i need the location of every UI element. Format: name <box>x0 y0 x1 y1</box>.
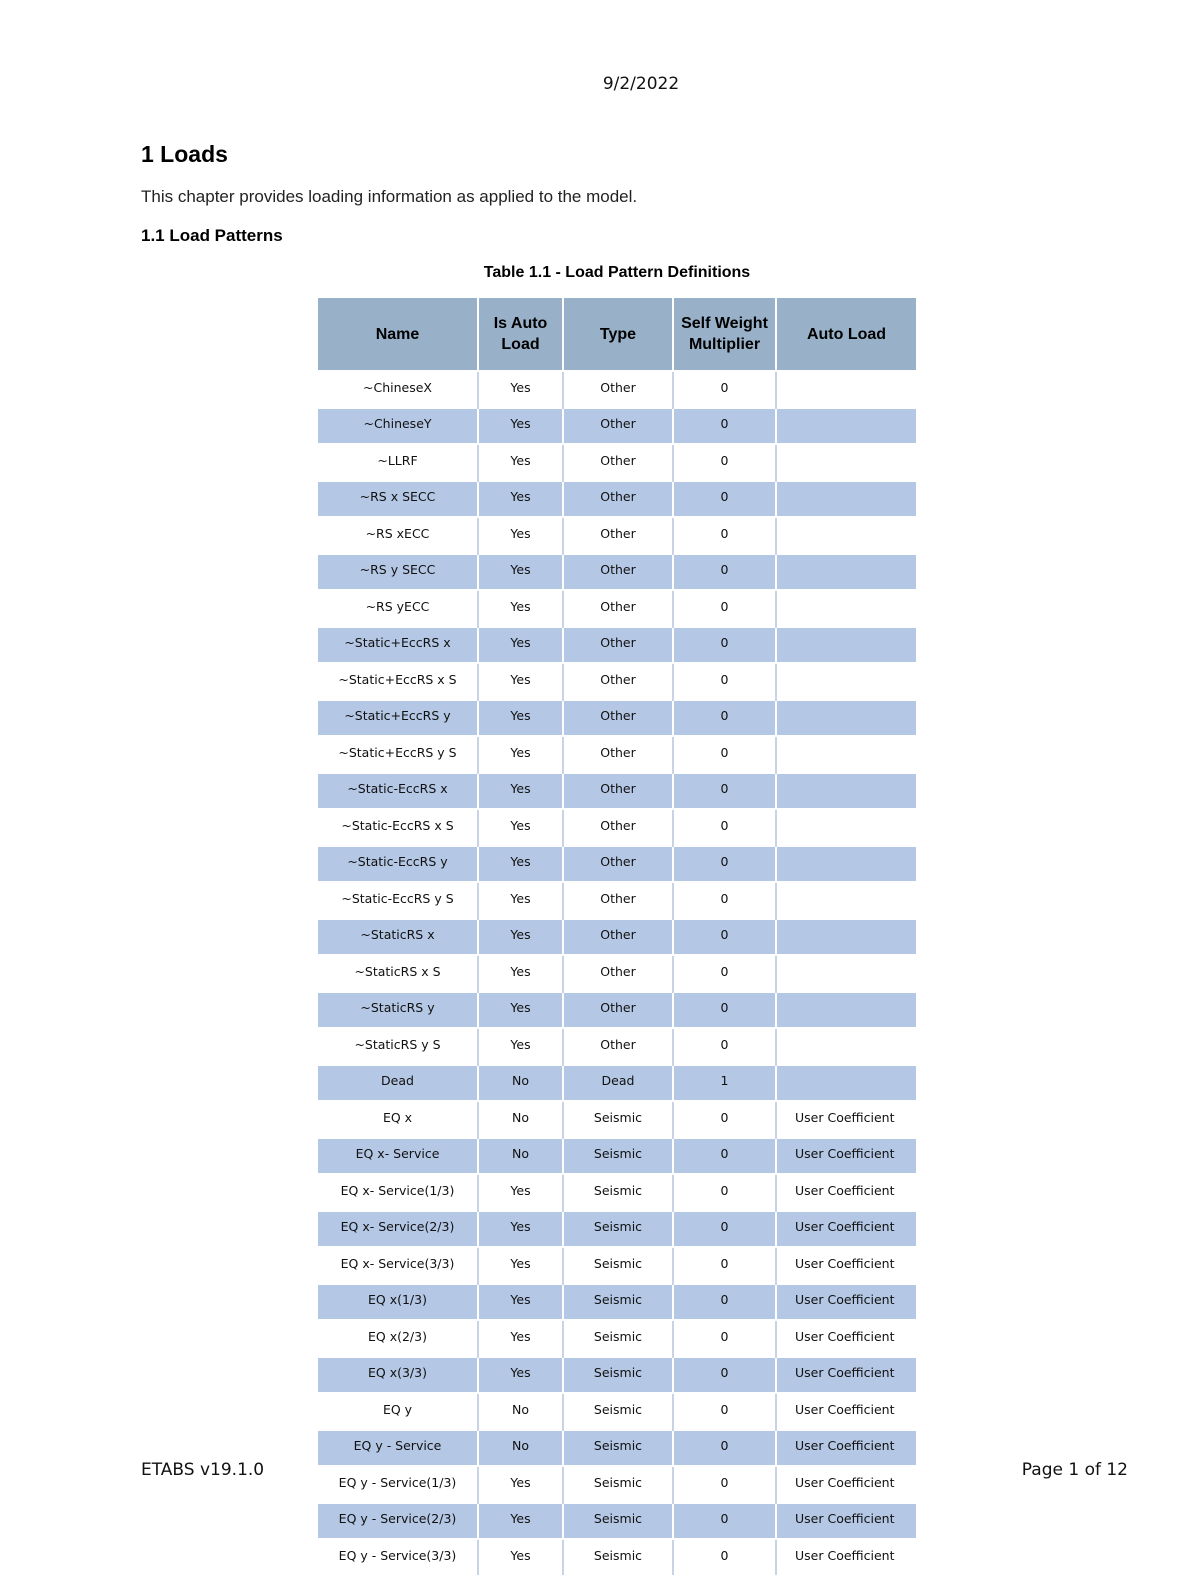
column-header-self-weight-multiplier <box>673 298 776 371</box>
name-cell: ~RS x SECC <box>318 481 478 518</box>
is-auto-load-cell: Yes <box>478 882 563 919</box>
name-cell: EQ x- Service(3/3) <box>318 1247 478 1284</box>
type-cell: Other <box>563 663 673 700</box>
type-cell: Seismic <box>563 1466 673 1503</box>
auto-load-cell: User Coefficient <box>776 1101 916 1138</box>
table-row <box>318 700 916 737</box>
is-auto-load-cell: Yes <box>478 1174 563 1211</box>
type-cell: Other <box>563 444 673 481</box>
self-weight-multiplier-cell: 0 <box>673 992 776 1029</box>
table-row <box>318 1503 916 1540</box>
type-cell: Other <box>563 481 673 518</box>
is-auto-load-cell: Yes <box>478 736 563 773</box>
table-row <box>318 1028 916 1065</box>
auto-load-cell: User Coefficient <box>776 1430 916 1467</box>
name-cell: ~StaticRS x S <box>318 955 478 992</box>
auto-load-cell: User Coefficient <box>776 1503 916 1540</box>
self-weight-multiplier-cell: 0 <box>673 1028 776 1065</box>
self-weight-multiplier-cell: 0 <box>673 1539 776 1575</box>
column-header-is-auto-load-text: Is Auto Load <box>493 315 548 353</box>
is-auto-load-cell: Yes <box>478 663 563 700</box>
footer-page-number: Page 1 of 12 <box>1021 1460 1128 1480</box>
name-cell: ~Static-EccRS y <box>318 846 478 883</box>
auto-load-cell <box>776 700 916 737</box>
is-auto-load-cell: Yes <box>478 627 563 664</box>
auto-load-cell: User Coefficient <box>776 1539 916 1575</box>
table-row <box>318 1211 916 1248</box>
self-weight-multiplier-cell: 0 <box>673 1284 776 1321</box>
name-cell: ~Static-EccRS x <box>318 773 478 810</box>
type-cell: Other <box>563 809 673 846</box>
auto-load-cell <box>776 955 916 992</box>
auto-load-cell: User Coefficient <box>776 1138 916 1175</box>
table-row <box>318 809 916 846</box>
name-cell: EQ x- Service(1/3) <box>318 1174 478 1211</box>
name-cell: EQ x(3/3) <box>318 1357 478 1394</box>
type-cell: Other <box>563 1028 673 1065</box>
section-intro: This chapter provides loading information as applied to the model. <box>141 187 638 206</box>
type-cell: Other <box>563 517 673 554</box>
table-row <box>318 371 916 408</box>
table-row <box>318 1539 916 1575</box>
self-weight-multiplier-cell: 0 <box>673 919 776 956</box>
type-cell: Seismic <box>563 1357 673 1394</box>
table-row <box>318 1174 916 1211</box>
self-weight-multiplier-cell: 0 <box>673 846 776 883</box>
self-weight-multiplier-cell: 0 <box>673 371 776 408</box>
type-cell: Other <box>563 408 673 445</box>
is-auto-load-cell: No <box>478 1393 563 1430</box>
load-pattern-table <box>318 298 916 1575</box>
auto-load-cell <box>776 408 916 445</box>
is-auto-load-cell: Yes <box>478 1466 563 1503</box>
column-header-auto-load: Auto Load <box>776 298 916 371</box>
type-cell: Seismic <box>563 1101 673 1138</box>
name-cell: EQ x(2/3) <box>318 1320 478 1357</box>
auto-load-cell <box>776 444 916 481</box>
is-auto-load-cell: Yes <box>478 481 563 518</box>
is-auto-load-cell: Yes <box>478 1320 563 1357</box>
name-cell: EQ y - Service(2/3) <box>318 1503 478 1540</box>
auto-load-cell <box>776 554 916 591</box>
auto-load-cell <box>776 736 916 773</box>
self-weight-multiplier-cell: 0 <box>673 1101 776 1138</box>
name-cell: Dead <box>318 1065 478 1102</box>
type-cell: Other <box>563 590 673 627</box>
is-auto-load-cell: No <box>478 1138 563 1175</box>
type-cell: Seismic <box>563 1539 673 1575</box>
type-cell: Seismic <box>563 1393 673 1430</box>
name-cell: EQ x(1/3) <box>318 1284 478 1321</box>
auto-load-cell <box>776 663 916 700</box>
table-row <box>318 1466 916 1503</box>
is-auto-load-cell: Yes <box>478 1211 563 1248</box>
name-cell: ~Static+EccRS x S <box>318 663 478 700</box>
is-auto-load-cell: No <box>478 1065 563 1102</box>
auto-load-cell: User Coefficient <box>776 1174 916 1211</box>
name-cell: EQ y - Service(1/3) <box>318 1466 478 1503</box>
is-auto-load-cell: Yes <box>478 444 563 481</box>
table-row <box>318 663 916 700</box>
name-cell: EQ x- Service(2/3) <box>318 1211 478 1248</box>
is-auto-load-cell: Yes <box>478 1503 563 1540</box>
auto-load-cell <box>776 1028 916 1065</box>
type-cell: Other <box>563 846 673 883</box>
auto-load-cell <box>776 627 916 664</box>
self-weight-multiplier-cell: 0 <box>673 882 776 919</box>
type-cell: Seismic <box>563 1503 673 1540</box>
name-cell: ~StaticRS y <box>318 992 478 1029</box>
auto-load-cell <box>776 919 916 956</box>
auto-load-cell <box>776 371 916 408</box>
type-cell: Other <box>563 371 673 408</box>
auto-load-cell: User Coefficient <box>776 1320 916 1357</box>
type-cell: Other <box>563 992 673 1029</box>
auto-load-cell <box>776 992 916 1029</box>
column-header-name: Name <box>318 298 478 371</box>
self-weight-multiplier-cell: 0 <box>673 408 776 445</box>
is-auto-load-cell: Yes <box>478 554 563 591</box>
auto-load-cell: User Coefficient <box>776 1393 916 1430</box>
type-cell: Seismic <box>563 1247 673 1284</box>
name-cell: EQ y - Service(3/3) <box>318 1539 478 1575</box>
type-cell: Seismic <box>563 1320 673 1357</box>
type-cell: Other <box>563 700 673 737</box>
name-cell: ~StaticRS x <box>318 919 478 956</box>
is-auto-load-cell: Yes <box>478 1247 563 1284</box>
table-row <box>318 408 916 445</box>
auto-load-cell <box>776 590 916 627</box>
footer-software: ETABS v19.1.0 <box>141 1460 265 1480</box>
type-cell: Other <box>563 627 673 664</box>
self-weight-multiplier-cell: 0 <box>673 627 776 664</box>
is-auto-load-cell: Yes <box>478 955 563 992</box>
name-cell: EQ x- Service <box>318 1138 478 1175</box>
auto-load-cell <box>776 846 916 883</box>
name-cell: ~Static+EccRS y <box>318 700 478 737</box>
name-cell: EQ x <box>318 1101 478 1138</box>
type-cell: Seismic <box>563 1284 673 1321</box>
name-cell: EQ y <box>318 1393 478 1430</box>
auto-load-cell <box>776 809 916 846</box>
is-auto-load-cell: Yes <box>478 992 563 1029</box>
auto-load-cell: User Coefficient <box>776 1466 916 1503</box>
name-cell: ~Static+EccRS y S <box>318 736 478 773</box>
type-cell: Other <box>563 955 673 992</box>
name-cell: ~ChineseY <box>318 408 478 445</box>
is-auto-load-cell: Yes <box>478 1539 563 1575</box>
type-cell: Other <box>563 919 673 956</box>
type-cell: Dead <box>563 1065 673 1102</box>
section-title: 1 Loads <box>141 141 228 167</box>
auto-load-cell: User Coefficient <box>776 1211 916 1248</box>
page-header-date: 9/2/2022 <box>602 74 680 94</box>
table-row <box>318 1284 916 1321</box>
self-weight-multiplier-cell: 0 <box>673 1211 776 1248</box>
auto-load-cell <box>776 481 916 518</box>
self-weight-multiplier-cell: 0 <box>673 517 776 554</box>
self-weight-multiplier-cell: 1 <box>673 1065 776 1102</box>
auto-load-cell <box>776 882 916 919</box>
name-cell: ~Static+EccRS x <box>318 627 478 664</box>
auto-load-cell: User Coefficient <box>776 1247 916 1284</box>
self-weight-multiplier-cell: 0 <box>673 554 776 591</box>
table-row <box>318 736 916 773</box>
table-row <box>318 992 916 1029</box>
is-auto-load-cell: No <box>478 1430 563 1467</box>
self-weight-multiplier-cell: 0 <box>673 1393 776 1430</box>
is-auto-load-cell: Yes <box>478 1284 563 1321</box>
table-row <box>318 1247 916 1284</box>
type-cell: Seismic <box>563 1430 673 1467</box>
type-cell: Seismic <box>563 1174 673 1211</box>
is-auto-load-cell: Yes <box>478 846 563 883</box>
is-auto-load-cell: Yes <box>478 919 563 956</box>
table-row <box>318 554 916 591</box>
column-header-is-auto-load <box>478 298 563 371</box>
name-cell: ~RS y SECC <box>318 554 478 591</box>
is-auto-load-cell: Yes <box>478 809 563 846</box>
self-weight-multiplier-cell: 0 <box>673 736 776 773</box>
is-auto-load-cell: Yes <box>478 1028 563 1065</box>
self-weight-multiplier-cell: 0 <box>673 444 776 481</box>
self-weight-multiplier-cell: 0 <box>673 590 776 627</box>
auto-load-cell <box>776 773 916 810</box>
is-auto-load-cell: No <box>478 1101 563 1138</box>
self-weight-multiplier-cell: 0 <box>673 1466 776 1503</box>
self-weight-multiplier-cell: 0 <box>673 700 776 737</box>
table-row <box>318 1393 916 1430</box>
type-cell: Other <box>563 736 673 773</box>
subsection-title: 1.1 Load Patterns <box>141 226 283 245</box>
type-cell: Seismic <box>563 1138 673 1175</box>
table-row <box>318 1138 916 1175</box>
table-row <box>318 846 916 883</box>
self-weight-multiplier-cell: 0 <box>673 481 776 518</box>
table-row <box>318 1320 916 1357</box>
self-weight-multiplier-cell: 0 <box>673 663 776 700</box>
type-cell: Other <box>563 554 673 591</box>
self-weight-multiplier-cell: 0 <box>673 1138 776 1175</box>
table-body <box>318 371 916 1575</box>
self-weight-multiplier-cell: 0 <box>673 1357 776 1394</box>
table-row <box>318 590 916 627</box>
self-weight-multiplier-cell: 0 <box>673 1503 776 1540</box>
is-auto-load-cell: Yes <box>478 408 563 445</box>
table-row <box>318 919 916 956</box>
name-cell: ~Static-EccRS x S <box>318 809 478 846</box>
table-row <box>318 1065 916 1102</box>
self-weight-multiplier-cell: 0 <box>673 1247 776 1284</box>
self-weight-multiplier-cell: 0 <box>673 1430 776 1467</box>
table-row <box>318 1101 916 1138</box>
name-cell: ~RS xECC <box>318 517 478 554</box>
is-auto-load-cell: Yes <box>478 371 563 408</box>
is-auto-load-cell: Yes <box>478 1357 563 1394</box>
name-cell: ~StaticRS y S <box>318 1028 478 1065</box>
type-cell: Other <box>563 773 673 810</box>
column-header-self-weight-multiplier-text: Self Weight Multiplier <box>681 315 768 353</box>
auto-load-cell: User Coefficient <box>776 1357 916 1394</box>
self-weight-multiplier-cell: 0 <box>673 955 776 992</box>
table-row <box>318 1357 916 1394</box>
table-row <box>318 481 916 518</box>
is-auto-load-cell: Yes <box>478 700 563 737</box>
name-cell: ~RS yECC <box>318 590 478 627</box>
table-caption: Table 1.1 - Load Pattern Definitions <box>483 264 751 281</box>
type-cell: Other <box>563 882 673 919</box>
table-row <box>318 955 916 992</box>
table-row <box>318 627 916 664</box>
name-cell: EQ y - Service <box>318 1430 478 1467</box>
table-header-row <box>318 298 916 371</box>
name-cell: ~Static-EccRS y S <box>318 882 478 919</box>
name-cell: ~LLRF <box>318 444 478 481</box>
is-auto-load-cell: Yes <box>478 773 563 810</box>
column-header-type: Type <box>563 298 673 371</box>
auto-load-cell <box>776 517 916 554</box>
auto-load-cell <box>776 1065 916 1102</box>
type-cell: Seismic <box>563 1211 673 1248</box>
table-row <box>318 882 916 919</box>
auto-load-cell: User Coefficient <box>776 1284 916 1321</box>
table-row <box>318 773 916 810</box>
self-weight-multiplier-cell: 0 <box>673 809 776 846</box>
name-cell: ~ChineseX <box>318 371 478 408</box>
table-row <box>318 1430 916 1467</box>
self-weight-multiplier-cell: 0 <box>673 1174 776 1211</box>
self-weight-multiplier-cell: 0 <box>673 1320 776 1357</box>
is-auto-load-cell: Yes <box>478 590 563 627</box>
table-row <box>318 444 916 481</box>
table-row <box>318 517 916 554</box>
is-auto-load-cell: Yes <box>478 517 563 554</box>
self-weight-multiplier-cell: 0 <box>673 773 776 810</box>
